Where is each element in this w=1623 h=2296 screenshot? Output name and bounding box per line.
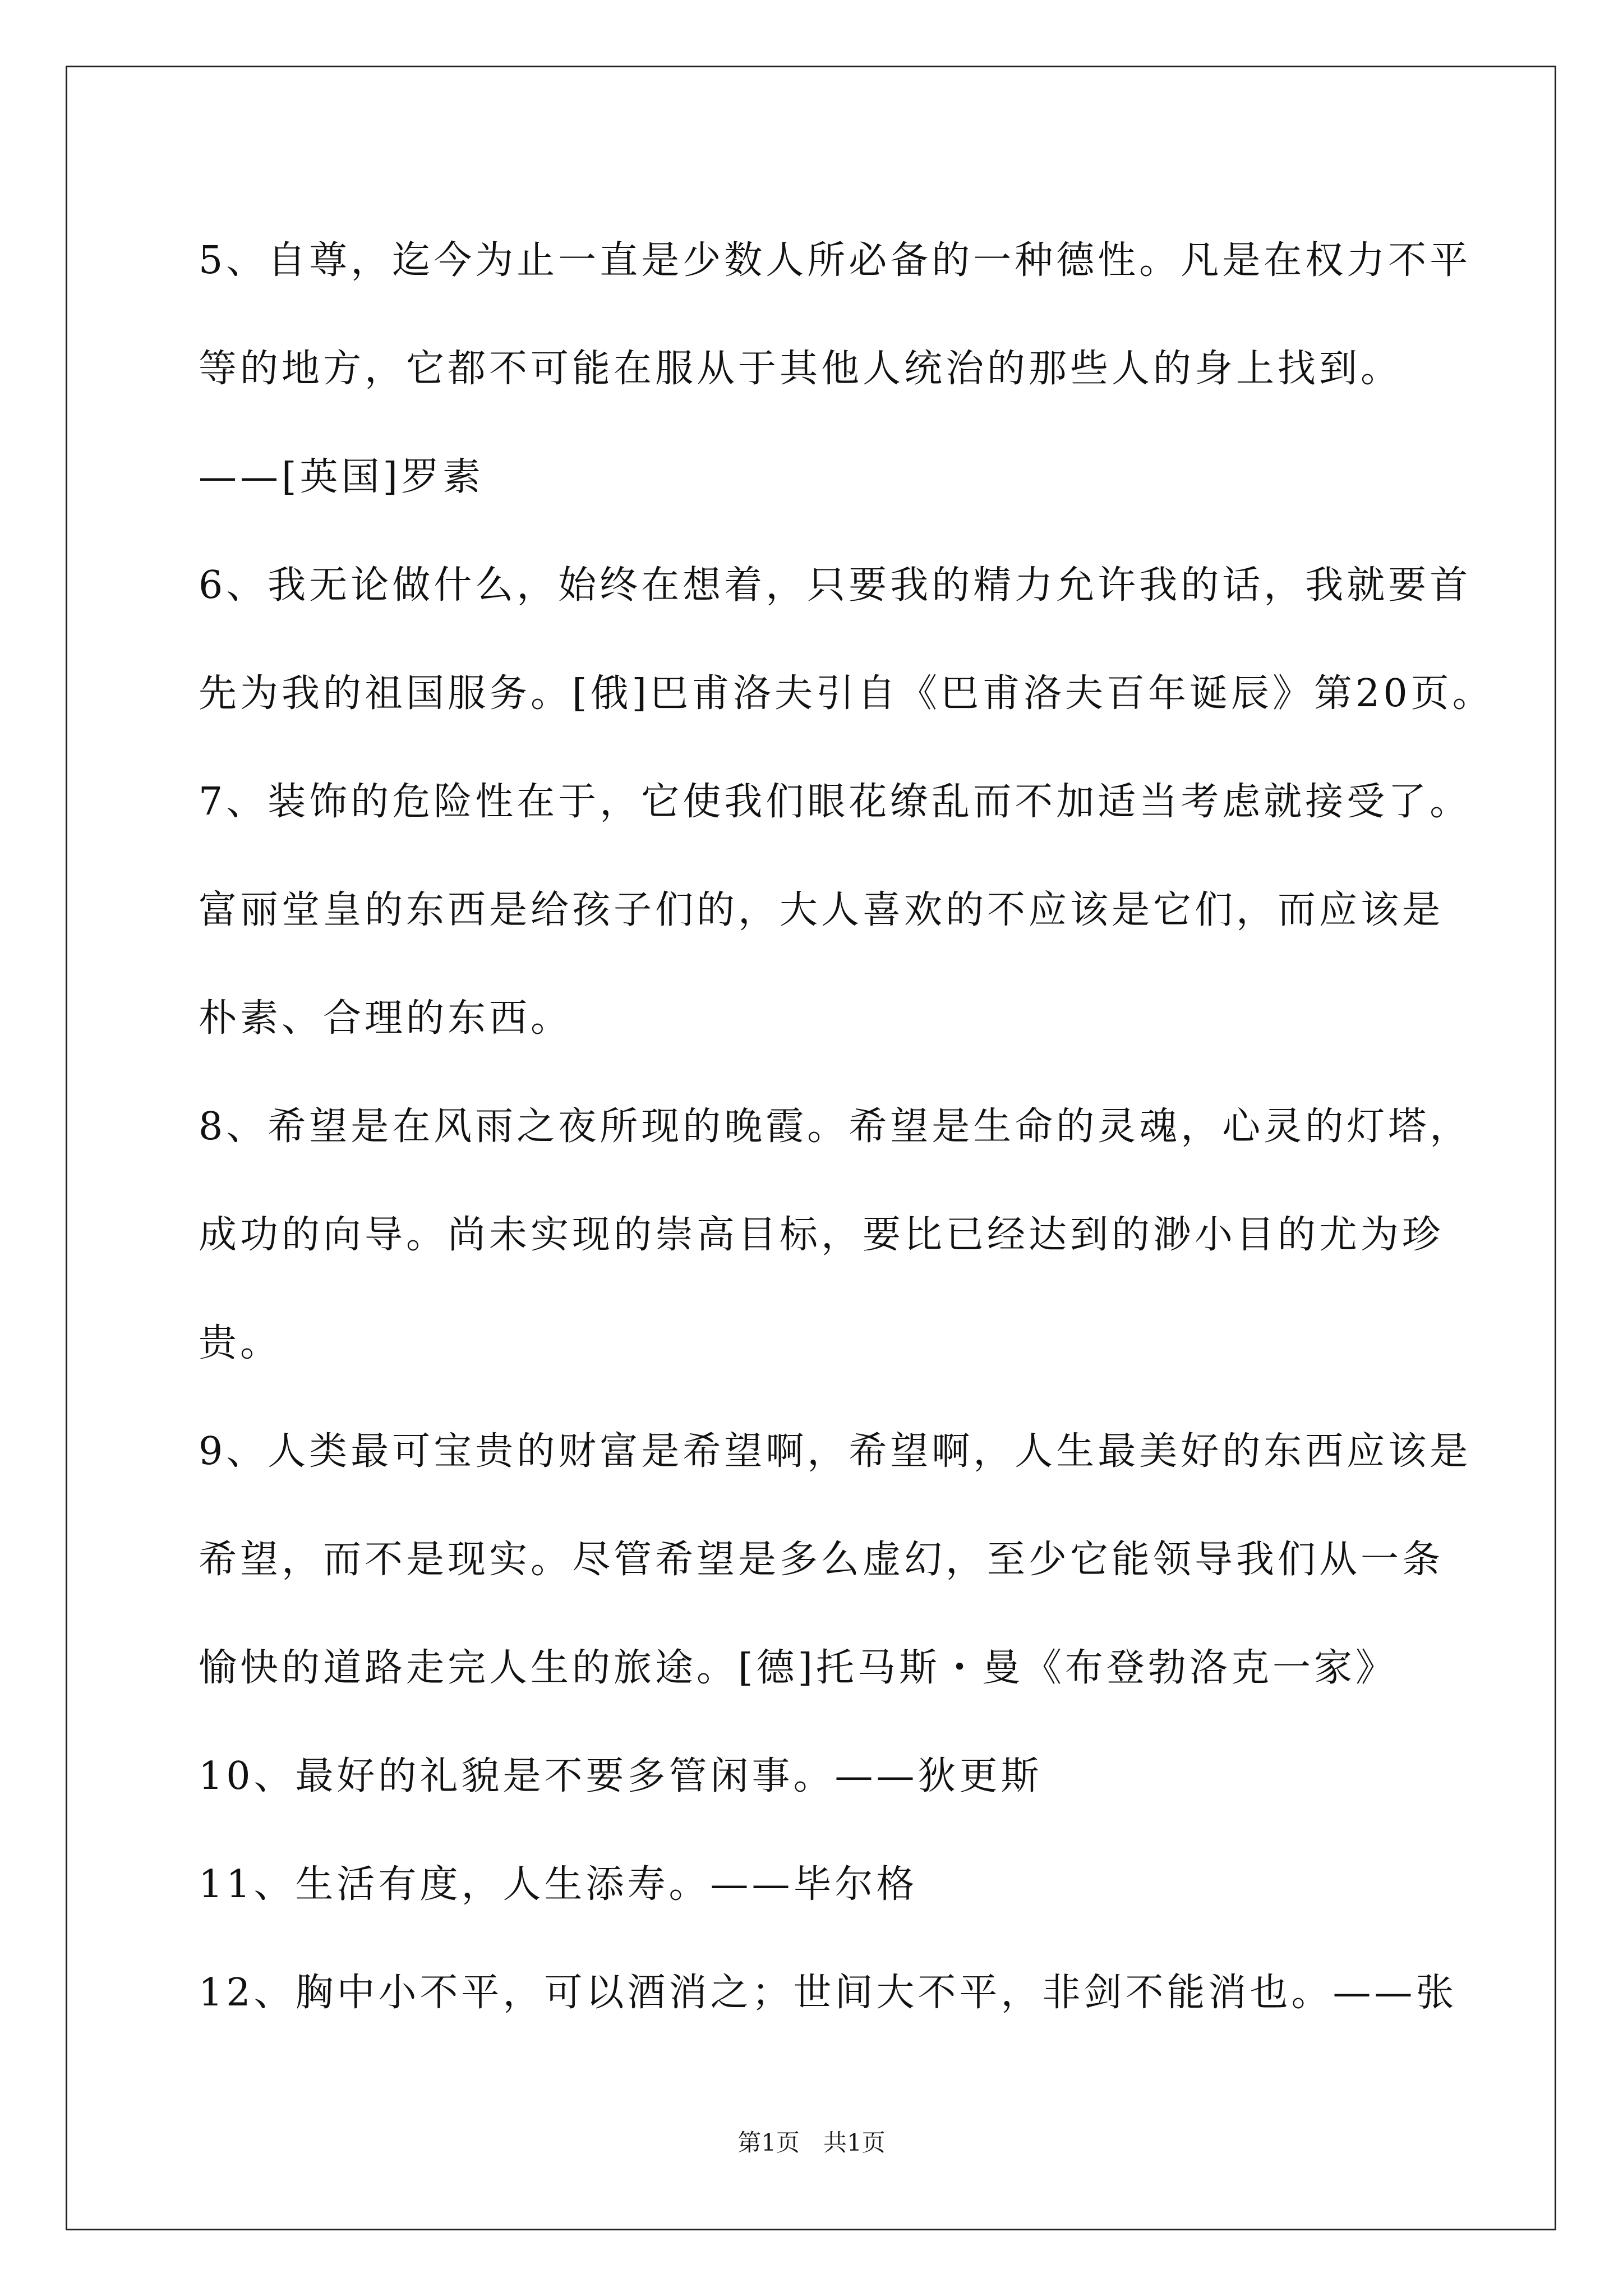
text-line: 5、自尊，迄今为止一直是少数人所必备的一种德性。凡是在权力不平 <box>199 238 1472 283</box>
text-line: 成功的向导。尚未实现的崇高目标，要比已经达到的渺小目的尤为珍 <box>199 1213 1444 1257</box>
page-indicator: 第1页 共1页 <box>737 2129 886 2156</box>
text-line: 希望，而不是现实。尽管希望是多么虚幻，至少它能领导我们从一条 <box>199 1538 1444 1582</box>
text-line: 6、我无论做什么，始终在想着，只要我的精力允许我的话，我就要首 <box>199 563 1472 608</box>
text-line: 朴素、合理的东西。 <box>199 996 573 1041</box>
text-line: 富丽堂皇的东西是给孩子们的，大人喜欢的不应该是它们，而应该是 <box>199 888 1444 932</box>
text-line: 愉快的道路走完人生的旅途。[德]托马斯・曼《布登勃洛克一家》 <box>199 1646 1398 1690</box>
text-line: ——[英国]罗素 <box>199 455 485 499</box>
text-line: 9、人类最可宝贵的财富是希望啊，希望啊，人生最美好的东西应该是 <box>199 1429 1472 1474</box>
text-line: 10、最好的礼貌是不要多管闲事。——狄更斯 <box>199 1754 1043 1798</box>
text-line: 8、希望是在风雨之夜所现的晚霞。希望是生命的灵魂，心灵的灯塔， <box>199 1105 1472 1149</box>
text-line: 贵。 <box>199 1321 282 1365</box>
text-line: 7、装饰的危险性在于，它使我们眼花缭乱而不加适当考虑就接受了。 <box>199 780 1472 824</box>
text-line: 先为我的祖国服务。[俄]巴甫洛夫引自《巴甫洛夫百年诞辰》第20页。 <box>199 671 1494 716</box>
text-line: 12、胸中小不平，可以酒消之；世间大不平，非剑不能消也。——张 <box>199 1971 1458 2015</box>
text-line: 等的地方，它都不可能在服从于其他人统治的那些人的身上找到。 <box>199 347 1403 391</box>
text-line: 11、生活有度，人生添寿。——毕尔格 <box>199 1862 918 1907</box>
